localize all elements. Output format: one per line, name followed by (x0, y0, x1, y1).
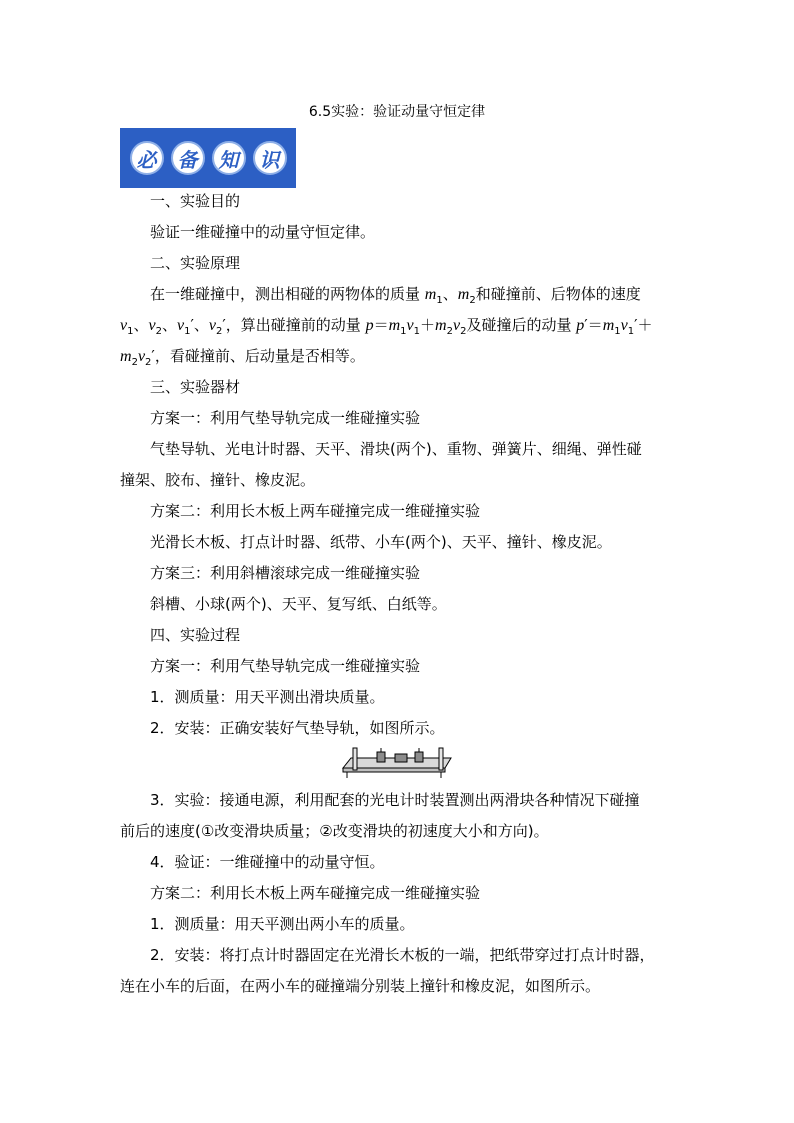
badge-char-2: 备 (171, 141, 205, 175)
procedure-plan-1-step-4: 4．验证：一维碰撞中的动量守恒。 (150, 853, 385, 871)
section-heading-principle: 二、实验原理 (150, 254, 241, 272)
badge-char-3: 知 (212, 141, 246, 175)
procedure-plan-1-step-3a: 3．实验：接通电源，利用配套的光电计时装置测出两滑块各种情况下碰撞 (150, 791, 640, 809)
procedure-plan-2-step-2b: 连在小车的后面，在两小车的碰撞端分别装上撞针和橡皮泥，如图所示。 (120, 977, 601, 995)
air-track-diagram (339, 746, 457, 780)
procedure-plan-1-step-2: 2．安装：正确安装好气垫导轨，如图所示。 (150, 719, 445, 737)
equipment-plan-2-items: 光滑长木板、打点计时器、纸带、小车(两个)、天平、撞针、橡皮泥。 (150, 533, 612, 551)
section-heading-procedure: 四、实验过程 (150, 626, 241, 644)
equipment-plan-1: 方案一：利用气垫导轨完成一维碰撞实验 (150, 409, 421, 427)
purpose-text: 验证一维碰撞中的动量守恒定律。 (150, 223, 376, 241)
section-heading-purpose: 一、实验目的 (150, 192, 241, 210)
equipment-plan-2: 方案二：利用长木板上两车碰撞完成一维碰撞实验 (150, 502, 481, 520)
equipment-plan-3-items: 斜槽、小球(两个)、天平、复写纸、白纸等。 (150, 595, 447, 613)
procedure-plan-1-step-3b: 前后的速度(①改变滑块质量；②改变滑块的初速度大小和方向)。 (120, 822, 549, 840)
badge-char-1: 必 (130, 141, 164, 175)
page-title: 6.5实验：验证动量守恒定律 (308, 104, 486, 120)
principle-line-2: $v_1$、$v_2$、$v_1'$、$v_2'$，算出碰撞前的动量 $p=m_1v_1+m_2v_2$及碰撞后的动量 $p'=m_1v_1'+$ (120, 316, 653, 337)
procedure-plan-2: 方案二：利用长木板上两车碰撞完成一维碰撞实验 (150, 884, 481, 902)
equipment-plan-1-items-a: 气垫导轨、光电计时器、天平、滑块(两个)、重物、弹簧片、细绳、弹性碰 (150, 440, 642, 458)
procedure-plan-1-step-1: 1．测质量：用天平测出滑块质量。 (150, 688, 385, 706)
principle-line-3: $m_2v_2'$，看碰撞前、后动量是否相等。 (120, 347, 365, 368)
section-badge (120, 128, 296, 188)
procedure-plan-2-step-1: 1．测质量：用天平测出两小车的质量。 (150, 915, 415, 933)
procedure-plan-2-step-2a: 2．安装：将打点计时器固定在光滑长木板的一端，把纸带穿过打点计时器， (150, 946, 655, 964)
procedure-plan-1: 方案一：利用气垫导轨完成一维碰撞实验 (150, 657, 421, 675)
principle-line-1: 在一维碰撞中，测出相碰的两物体的质量 $m_1$、$m_2$和碰撞前、后物体的速度 (150, 285, 641, 306)
section-heading-equipment: 三、实验器材 (150, 378, 241, 396)
equipment-plan-1-items-b: 撞架、胶布、撞针、橡皮泥。 (120, 471, 316, 489)
badge-char-4: 识 (253, 141, 287, 175)
equipment-plan-3: 方案三：利用斜槽滚球完成一维碰撞实验 (150, 564, 421, 582)
